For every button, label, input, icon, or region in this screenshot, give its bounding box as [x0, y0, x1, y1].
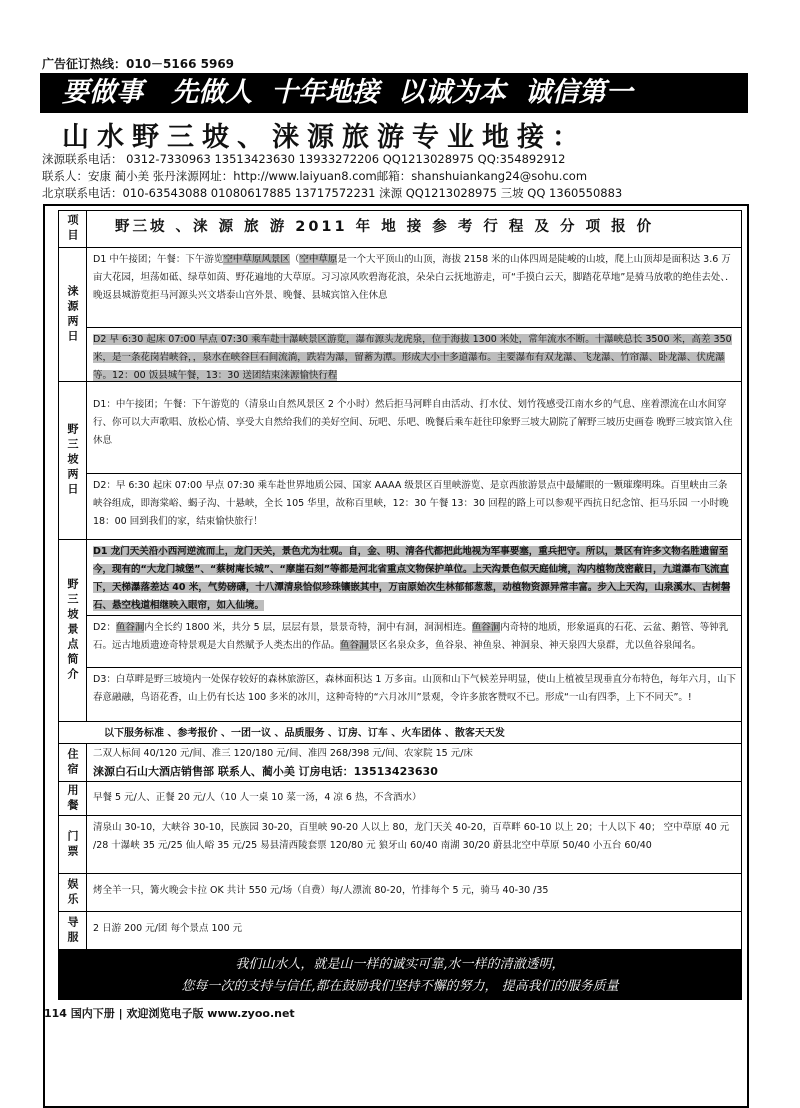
services-line: 以下服务标准 、参考报价 、一团一议 、品质服务 、订房、订车 、火车团体 、散客天天发 [58, 722, 742, 744]
yesanpo-day1: D1：中午接团；午餐：下午游览的（清泉山自然风景区 2 个小时）然后拒马河畔自由活动、打水仗、划竹筏感受江南水乡的气息、座着漂流在山水间穿行、你可以大声歌唱、放松心情、享受大自然给我们的美好空间、玩吧、乐吧、晚餐后乘车赶往印象野三坡大剧院了解野三坡历史画卷 晚野三坡宾馆入住休息 [87, 382, 742, 474]
scenic-day1: D1 龙门天关沿小西河逆流而上，龙门天关，景色尤为壮观。自，金、明、清各代都把此地视为军事要塞，重兵把守。所以，景区有许多文物名胜遗留至今，现有的“大龙门城堡”、“蔡树庵长城”、“摩崖石刻”等都是河北省重点文物保护单位。上天沟景色似天庭仙境，沟内植物茂密蔽日，九道瀑布飞流直下，天梯瀑落差达 40 米，气势磅礴，十八潭清泉恰似珍珠镶嵌其中，万亩原始次生林郁郁葱葱，动植物资源异常丰富。步入上天沟，山泉溪水、古树磐石、悬空栈道相继映入眼帘，如入仙境。 [87, 540, 742, 616]
laiyuan-day1: D1 中午接团；午餐：下午游览空中草原风景区（空中草原是一个大平顶山的山顶，海拔 2158 米的山体四周是陡峻的山坡，爬上山顶却是面积达 3.6 万亩大花园，坦荡如砥、绿草如茵、野花遍地的大草原。习习凉风吹碧海花浪，朵朵白云抚地游走，可“手摸白云天，脚踏花草地”是骑马放歌的绝佳去处、．晚返县城游览拒马河源头兴文塔泰山宫外景、晚餐、县城宾馆入住休息 [87, 248, 742, 328]
laiyuan-day2: D2 早 6:30 起床 07:00 早点 07:30 乘车赴十瀑峡景区游览，瀑布源头龙虎泉，位于海拔 1300 米处，常年流水不断。十瀑峡总长 3500 米，高差 350 米，是一条花岗岩峡谷，，泉水在峡谷巨石间流淌，跌岩为瀑，留蓄为潭。形成大小十多道瀑布。主要瀑布有双龙瀑、飞龙瀑、竹帘瀑、卧龙瀑、伏虎瀑等。12：00 饭县城午餐，13：30 送团结束涞源愉快行程 [87, 328, 742, 382]
contact-line-persons: 联系人：安康 蔺小美 张丹涞源网址：http://www.laiyuan8.com邮箱：shanshuiankang24@sohu.com [42, 169, 588, 183]
lodging-info [87, 744, 742, 782]
ad-hotline: 广告征订热线：010－5166 5969 [42, 57, 235, 71]
section-label-meals: 用餐 [58, 782, 87, 816]
slogan-banner: 要做事 先做人 十年地接 以诚为本 诚信第一 [40, 73, 748, 113]
section-label-guide: 导服 [58, 912, 87, 950]
section-label-tickets: 门票 [58, 816, 87, 874]
guide-info: 2 日游 200 元/团 每个景点 100 元 [93, 923, 243, 934]
section-label-fun: 娱乐 [58, 874, 87, 912]
meals-info: 早餐 5 元/人、正餐 20 元/人（10 人一桌 10 菜一汤，4 凉 6 热，不含酒水） [87, 782, 742, 816]
lodging-prices: 二双人标间 40/120 元/间、准三 120/180 元/间、准四 268/398 元/间、农家院 15 元/床 [93, 748, 473, 759]
section-label-laiyuan: 涞源两日 [58, 248, 87, 382]
section-label-lodging: 住宿 [58, 744, 87, 782]
contact-line-laiyuan: 涞源联系电话： 0312-7330963 13513423630 13933272206 QQ1213028975 QQ:354892912 [42, 152, 566, 166]
closing-line-2: 您每一次的支持与信任,都在鼓励我们坚持不懈的努力， 提高我们的服务质量 [181, 979, 619, 994]
scenic-day3: D3：白草畔是野三坡境内一处保存较好的森林旅游区，森林面积达 1 万多亩。山顶和山下气候差异明显，使山上植被呈现垂直分布特色，每年六月，山下春意融融，鸟语花香，山上仍有长达 100 多米的冰川，这种奇特的“六月冰川”景观，令许多旅客赞叹不已。形成“一山有四季，上下不同天”。! [87, 668, 742, 722]
scenic-day2: D2：鱼谷洞内全长约 1800 米，共分 5 层，层层有景，景景奇特，洞中有洞，洞洞相连。鱼谷洞内奇特的地质，形象逼真的石花、云盆、鹅管、等钟乳石。远古地质遗迹奇特景观是大自然赋予人类杰出的作品。鱼谷洞景区名泉众多，鱼谷泉、神鱼泉、神洞泉、神天泉四大泉群，尤以鱼谷泉闻名。 [87, 616, 742, 668]
lodging-contact: 涞源白石山大酒店销售部 联系人、蔺小美 订房电话：13513423630 [93, 765, 438, 778]
closing-line-1: 我们山水人，就是山一样的诚实可靠,水一样的清澈透明， [235, 957, 565, 972]
tickets-info: 清泉山 30-10，大峡谷 30-10，民族园 30-20，百里峡 90-20 人以上 80，龙门天关 40-20，百草畔 60-10 以上 20；十人以下 40； 空中草原 40 元 /28 十瀑峡 35 元/25 仙人峪 35 元/25 易县清西陵套票 120/80 元 狼牙山 60/40 南湖 30/20 蔚县北空中草原 50/40 小五台 60/40 [87, 816, 742, 874]
main-title: 山水野三坡、涞源旅游专业地接： [62, 122, 587, 153]
table-title: 野三坡 、涞 源 旅 游 2011 年 地 接 参 考 行 程 及 分 项 报 价 [87, 210, 742, 248]
page-footer: 114 国内下册 | 欢迎浏览电子版 www.zyoo.net [44, 1007, 295, 1020]
section-label-yesanpo: 野三坡两日 [58, 382, 87, 540]
contact-line-beijing: 北京联系电话：010-63543088 01080617885 13717572231 涞源 QQ1213028975 三坡 QQ 1360550883 [42, 186, 623, 200]
yesanpo-day2: D2：早 6:30 起床 07:00 早点 07:30 乘车赴世界地质公园、国家 AAAA 级景区百里峡游览、是京西旅游景点中最耀眼的一颗璀璨明珠。百里峡由三条峡谷组成，即海棠峪、蝎子沟、十悬峡，全长 105 华里，故称百里峡，12：30 午餐 13：30 回程的路上可以参观平西抗日纪念馆、拒马乐园 一小时晚 18：00 回到我们的家，结束愉快旅行！ [87, 474, 742, 540]
fun-info: 烤全羊一只，篝火晚会卡拉 OK 共计 550 元/场（自费）每/人漂流 80-20，竹排每个 5 元，骑马 40-30 /35 [87, 874, 742, 912]
closing-message [58, 950, 742, 1000]
col-header-item: 项目 [58, 210, 87, 248]
section-label-scenic: 野三坡景点简介 [58, 540, 87, 722]
